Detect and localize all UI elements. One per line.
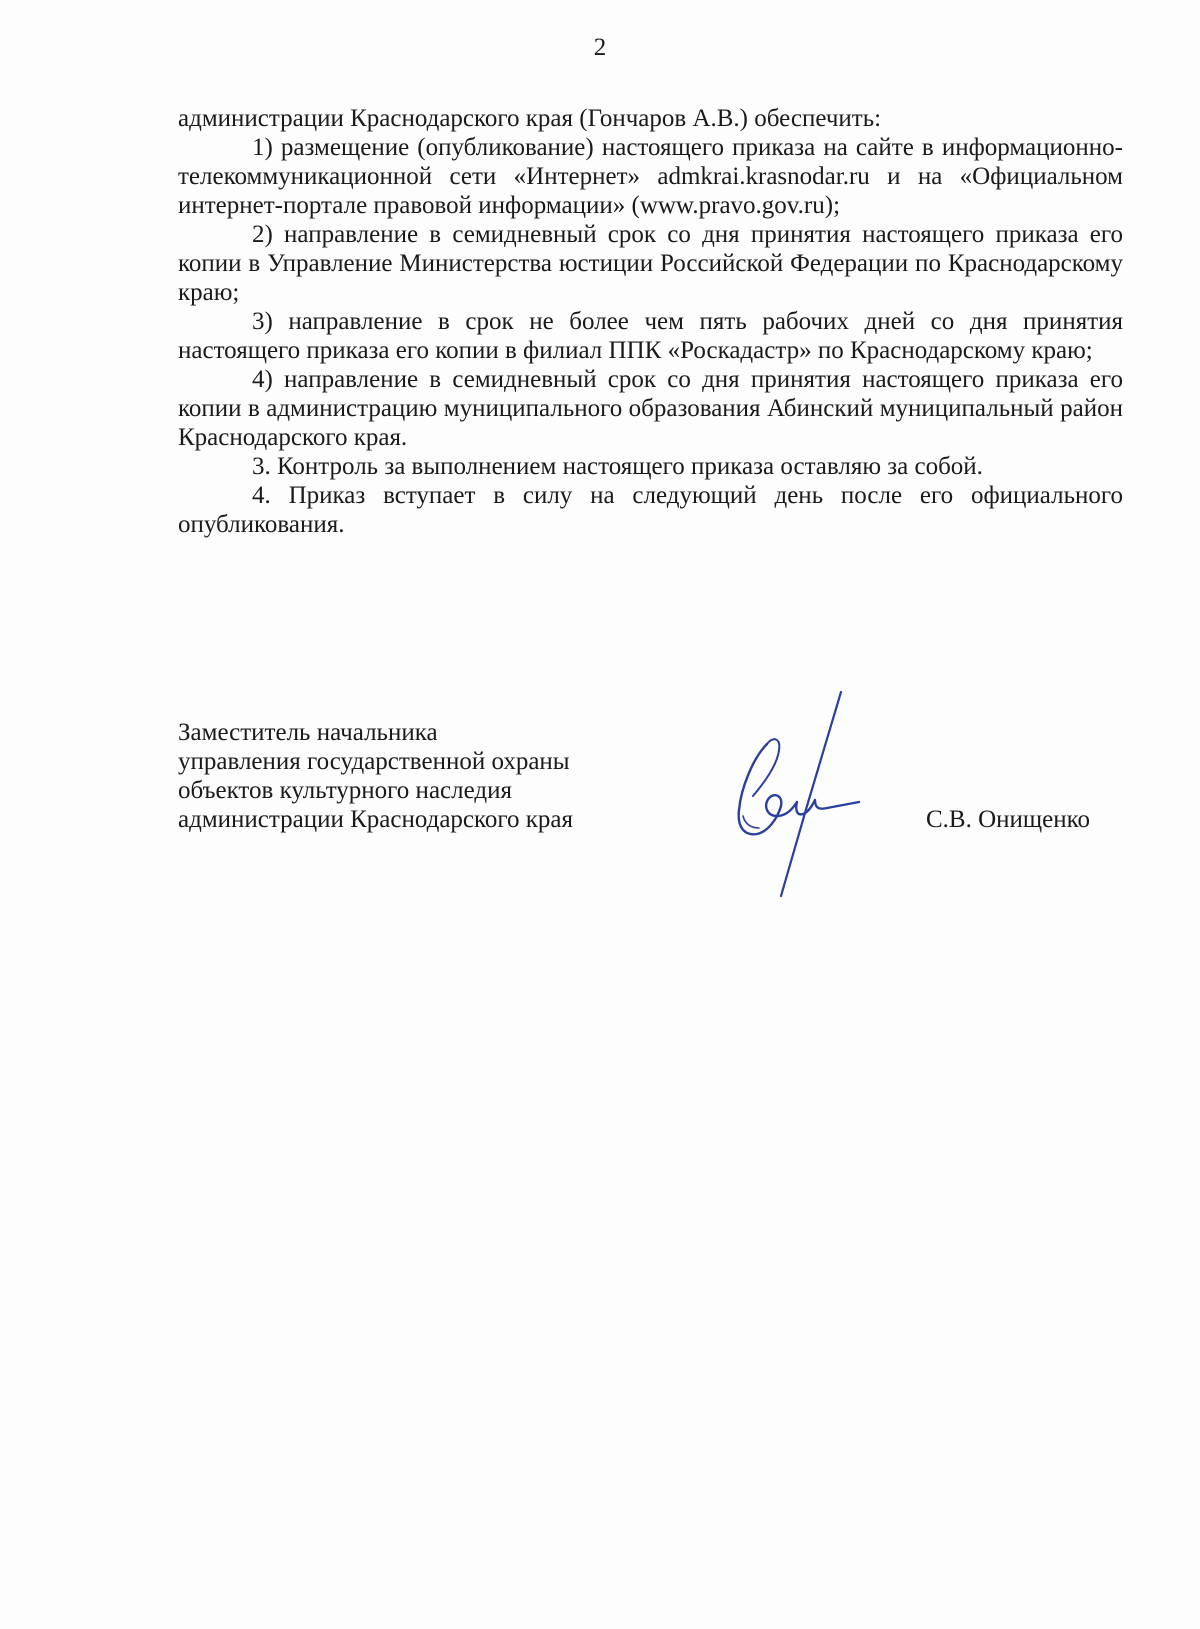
paragraph-item-3: 3) направление в срок не более чем пять рабочих дней со дня принятия настоящего приказа его копии в филиал ППК «Роскадастр» по Краснодарскому краю; [178,308,1123,364]
position-line: управления государственной охраны [178,748,570,775]
signatory-position [178,718,638,834]
signature-stroke [743,816,759,828]
handwritten-signature [723,688,863,908]
signatory-name: С.В. Онищенко [926,806,1091,833]
position-line: Заместитель начальника [178,719,438,746]
paragraph-continuation: администрации Краснодарского края (Гончаров А.В.) обеспечить: [178,105,882,132]
position-line: объектов культурного наследия [178,777,512,804]
position-line: администрации Краснодарского края [178,806,574,833]
signature-stroke [781,692,841,896]
paragraph-item-4: 4) направление в семидневный срок со дня принятия настоящего приказа его копии в администрацию муниципального образования Абинский муниципальный район Краснодарского края. [178,366,1123,451]
paragraph-item-2: 2) направление в семидневный срок со дня принятия настоящего приказа его копии в Управление Министерства юстиции Российской Федерации по Краснодарскому краю; [178,221,1123,306]
signature-stroke [753,739,779,796]
paragraph-item-1: 1) размещение (опубликование) настоящего приказа на сайте в информационно-телекоммуникационной сети «Интернет» admkrai.krasnodar.ru и на «Официальном интернет-портале правовой информации» (www.pravo.gov.ru); [178,134,1123,219]
paragraph-clause-4: 4. Приказ вступает в силу на следующий день после его официального опубликования. [178,482,1123,538]
document-body [178,104,1123,539]
signature-stroke [739,744,859,834]
signature-block [178,718,1123,938]
paragraph-clause-3: 3. Контроль за выполнением настоящего приказа оставляю за собой. [252,453,983,480]
page-number: 2 [593,34,607,61]
